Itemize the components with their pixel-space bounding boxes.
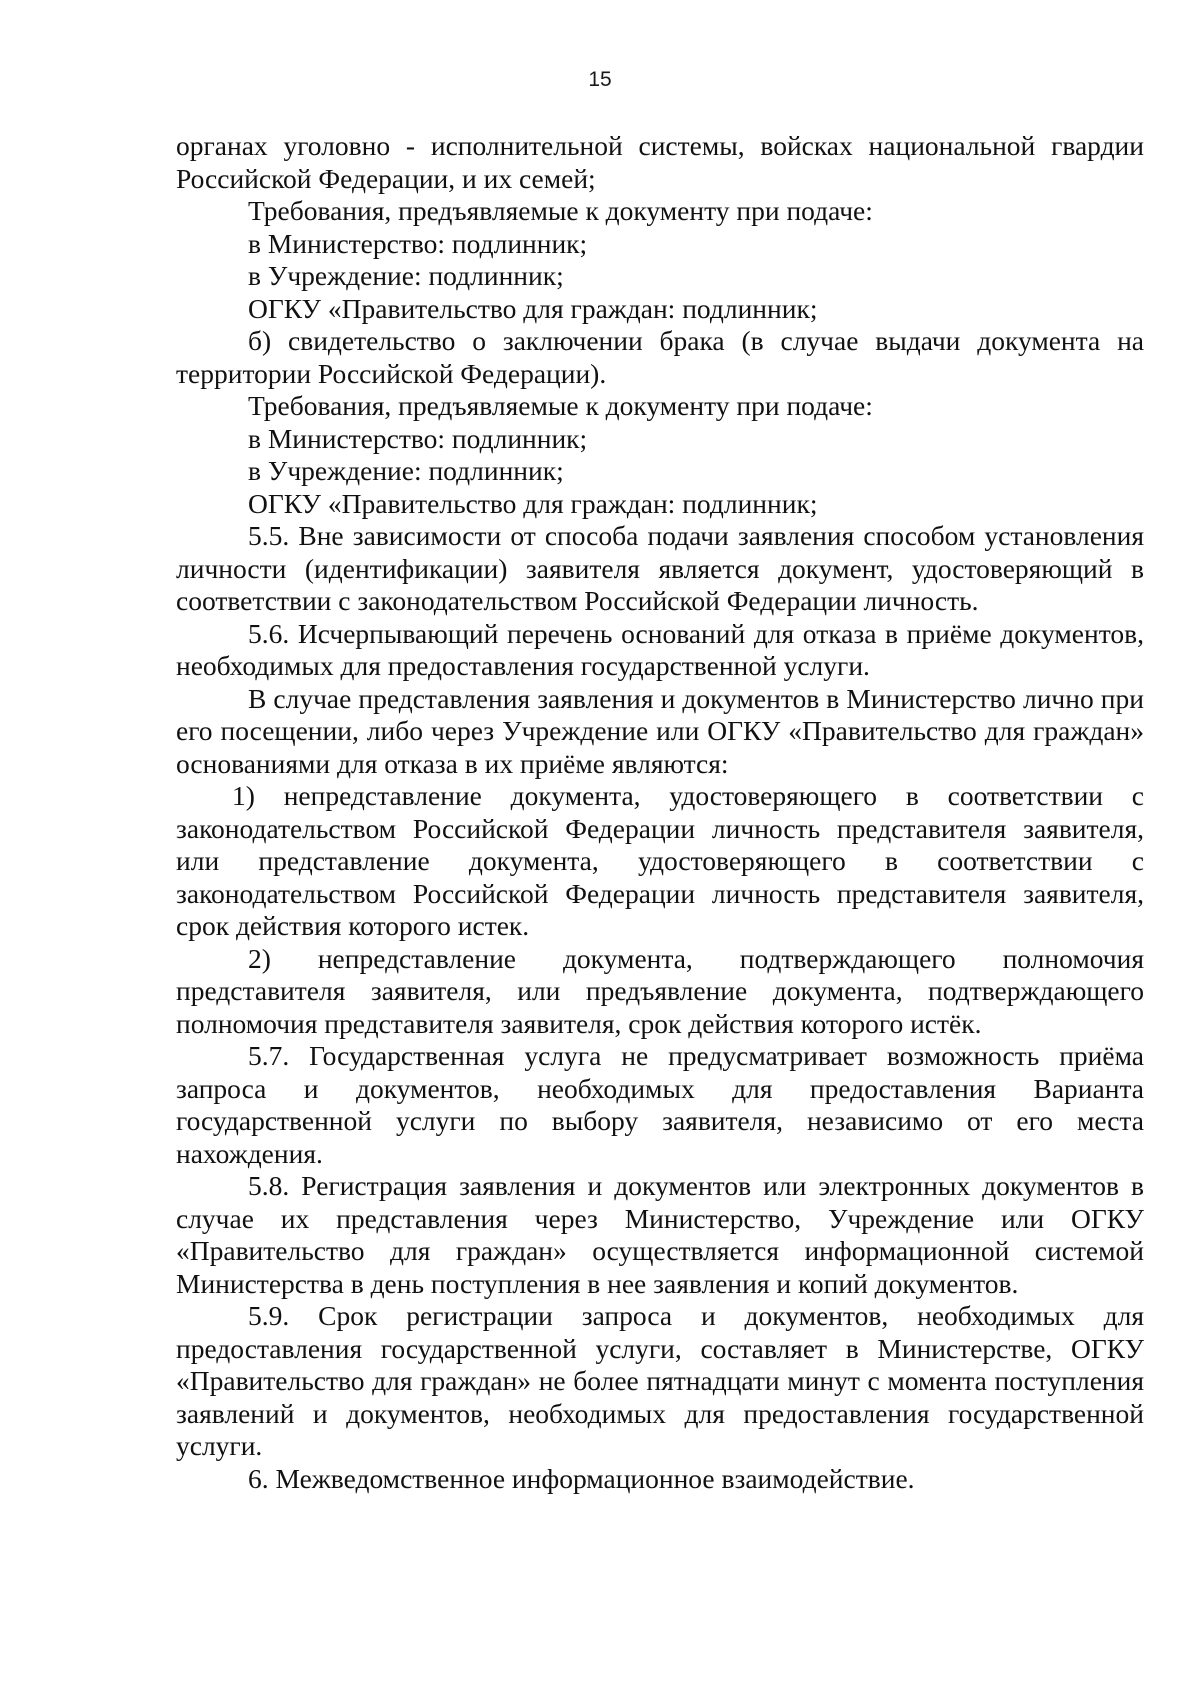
paragraph-clause-5-5: 5.5. Вне зависимости от способа подачи заявления способом установления личности (идентификации) заявителя является документ, удостоверяющий в соответствии с законодательством Российской Федерации личность. [176, 520, 1144, 616]
document-body [176, 130, 1144, 1495]
page-number: 15 [588, 68, 612, 91]
paragraph-requirement-ogku: ОГКУ «Правительство для граждан: подлинник; [248, 487, 818, 519]
paragraph-ground-2: 2) непредставление документа, подтверждающего полномочия представителя заявителя, или предъявление документа, подтверждающего полномочия представителя заявителя, срок действия которого истёк. [176, 942, 1144, 1039]
paragraph-requirement-ministry: в Министерство: подлинник; [248, 227, 588, 259]
paragraph-item-b: б) свидетельство о заключении брака (в случае выдачи документа на территории Российской Федерации). [176, 325, 1144, 389]
paragraph-requirements-header: Требования, предъявляемые к документу при подаче: [248, 195, 873, 226]
paragraph-section-6: 6. Межведомственное информационное взаимодействие. [248, 1462, 915, 1494]
paragraph-requirement-ogku: ОГКУ «Правительство для граждан: подлинник; [248, 292, 818, 324]
paragraph-ground-1: 1) непредставление документа, удостоверяющего в соответствии с законодательством Российской Федерации личность представителя заявителя, или представление документа, удостоверяющего в соответствии с законодательством Российской Федерации личность представителя заявителя, срок действия которого истек. [176, 780, 1144, 941]
paragraph-continuation: органах уголовно - исполнительной системы, войсках национальной гвардии Российской Федерации, и их семей; [176, 130, 1144, 194]
paragraph-clause-5-7: 5.7. Государственная услуга не предусматривает возможность приёма запроса и документов, необходимых для предоставления Варианта государственной услуги по выбору заявителя, независимо от его места нахождения. [176, 1040, 1144, 1169]
paragraph-requirements-header: Требования, предъявляемые к документу при подаче: [248, 390, 873, 421]
paragraph-requirement-institution: в Учреждение: подлинник; [248, 455, 564, 486]
paragraph-clause-5-6-intro: В случае представления заявления и документов в Министерство лично при его посещении, либо через Учреждение или ОГКУ «Правительство для граждан» основаниями для отказа в их приёме являются: [176, 682, 1144, 779]
paragraph-clause-5-6: 5.6. Исчерпывающий перечень оснований для отказа в приёме документов, необходимых для предоставления государственной услуги. [176, 617, 1144, 681]
paragraph-requirement-ministry: в Министерство: подлинник; [248, 422, 588, 454]
paragraph-clause-5-8: 5.8. Регистрация заявления и документов или электронных документов в случае их представления через Министерство, Учреждение или ОГКУ «Правительство для граждан» осуществляется информационной системой Министерства в день поступления в нее заявления и копий документов. [176, 1170, 1144, 1299]
paragraph-requirement-institution: в Учреждение: подлинник; [248, 260, 564, 291]
paragraph-clause-5-9: 5.9. Срок регистрации запроса и документов, необходимых для предоставления государственной услуги, составляет в Министерстве, ОГКУ «Правительство для граждан» не более пятнадцати минут с момента поступления заявлений и документов, необходимых для предоставления государственной услуги. [176, 1300, 1144, 1461]
